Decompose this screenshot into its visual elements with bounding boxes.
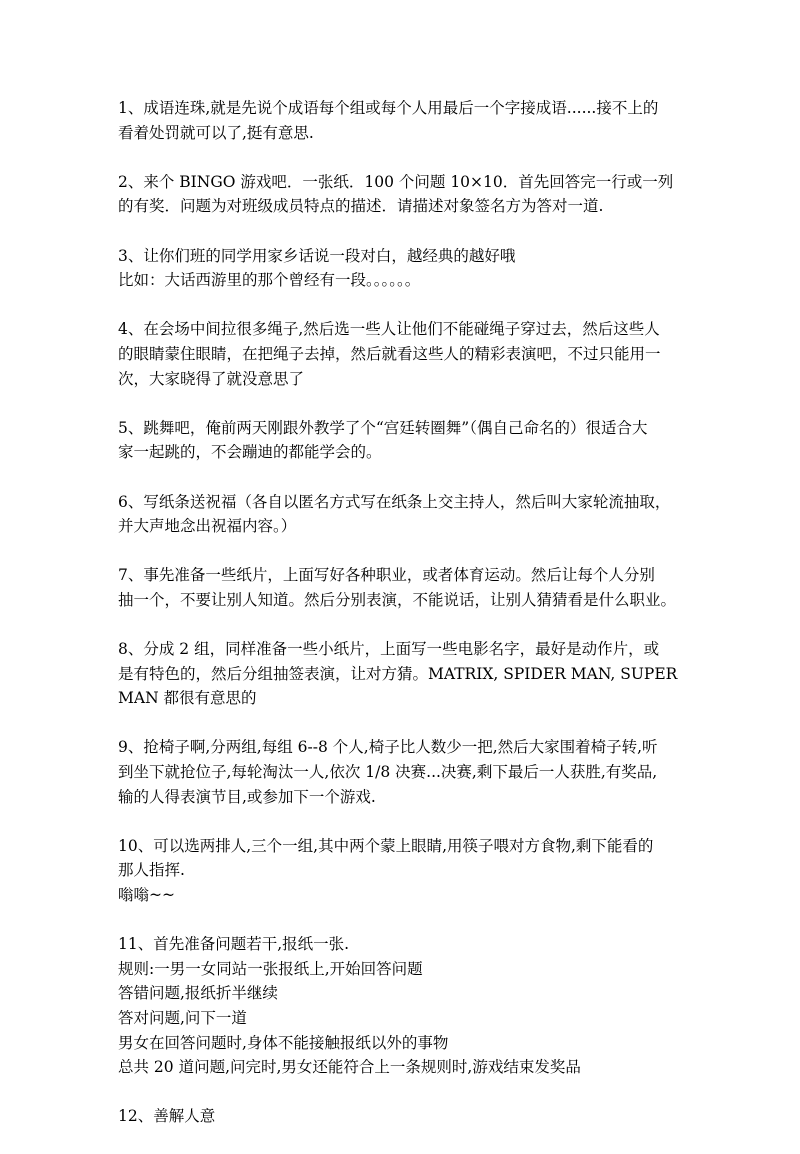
document-page bbox=[118, 96, 690, 1154]
text-line: 7、事先准备一些纸片，上面写好各种职业，或者体育运动。然后让每个人分别 bbox=[118, 566, 655, 585]
text-line: 2、来个 BINGO 游戏吧．一张纸．100 个问题 10×10．首先回答完一行或一列 bbox=[118, 172, 674, 191]
game-item-1 bbox=[118, 96, 690, 145]
game-item-5 bbox=[118, 416, 690, 465]
text-line: MAN 都很有意思的 bbox=[118, 689, 257, 708]
text-line: 输的人得表演节目,或参加下一个游戏. bbox=[118, 787, 376, 806]
text-line: 并大声地念出祝福内容。） bbox=[118, 517, 297, 536]
game-item-10 bbox=[118, 834, 690, 908]
text-line: 比如：大话西游里的那个曾经有一段。。。。。。 bbox=[118, 271, 421, 290]
text-line: 4、在会场中间拉很多绳子,然后选一些人让他们不能碰绳子穿过去，然后这些人 bbox=[118, 320, 660, 339]
text-line: 那人指挥. bbox=[118, 861, 185, 880]
text-line: 5、跳舞吧，俺前两天刚跟外教学了个“宫廷转圈舞”（偶自己命名的）很适合大 bbox=[118, 418, 648, 437]
text-line: 12、善解人意 bbox=[118, 1107, 216, 1126]
text-line: 总共 20 道问题,问完时,男女还能符合上一条规则时,游戏结束发奖品 bbox=[118, 1058, 581, 1077]
text-line: 抽一个，不要让别人知道。然后分别表演，不能说话，让别人猜猜看是什么职业。 bbox=[118, 590, 677, 609]
text-line: 到坐下就抢位子,每轮淘汰一人,依次 1/8 决赛...决赛,剩下最后一人获胜,有奖品, bbox=[118, 763, 658, 782]
game-item-4 bbox=[118, 317, 690, 391]
text-line: 9、抢椅子啊,分两组,每组 6--8 个人,椅子比人数少一把,然后大家围着椅子转,听 bbox=[118, 738, 658, 757]
text-line: 是有特色的，然后分组抽签表演，让对方猜。MATRIX, SPIDER MAN, SUPER bbox=[118, 664, 678, 683]
game-item-9 bbox=[118, 735, 690, 809]
text-line: 男女在回答问题时,身体不能接触报纸以外的事物 bbox=[118, 1033, 449, 1052]
text-line: 看着处罚就可以了,挺有意思. bbox=[118, 123, 314, 142]
text-line: 的有奖．问题为对班级成员特点的描述．请描述对象签名方为答对一道. bbox=[118, 197, 604, 216]
game-item-11 bbox=[118, 932, 690, 1080]
game-item-7 bbox=[118, 563, 690, 612]
text-line: 8、分成 2 组，同样准备一些小纸片，上面写一些电影名字，最好是动作片，或 bbox=[118, 640, 660, 659]
text-line: 家一起跳的，不会蹦迪的都能学会的。 bbox=[118, 443, 382, 462]
text-line: 答对问题,问下一道 bbox=[118, 1008, 247, 1027]
game-item-12 bbox=[118, 1104, 690, 1129]
text-line: 3、让你们班的同学用家乡话说一段对白，越经典的越好哦 bbox=[118, 246, 516, 265]
text-line: 嗡嗡~~ bbox=[118, 886, 175, 904]
text-line: 次，大家晓得了就没意思了 bbox=[118, 369, 305, 388]
game-item-8 bbox=[118, 637, 690, 711]
text-line: 规则:一男一女同站一张报纸上,开始回答问题 bbox=[118, 959, 423, 978]
text-line: 10、可以选两排人,三个一组,其中两个蒙上眼睛,用筷子喂对方食物,剩下能看的 bbox=[118, 836, 654, 855]
game-item-6 bbox=[118, 490, 690, 539]
text-line: 的眼睛蒙住眼睛，在把绳子去掉，然后就看这些人的精彩表演吧，不过只能用一 bbox=[118, 344, 661, 363]
game-item-3 bbox=[118, 244, 690, 293]
text-line: 答错问题,报纸折半继续 bbox=[118, 984, 278, 1003]
text-line: 1、成语连珠,就是先说个成语每个组或每个人用最后一个字接成语......接不上的 bbox=[118, 99, 659, 117]
game-item-2 bbox=[118, 170, 690, 219]
text-line: 11、首先准备问题若干,报纸一张. bbox=[118, 935, 350, 954]
text-line: 6、写纸条送祝福（各自以匿名方式写在纸条上交主持人，然后叫大家轮流抽取， bbox=[118, 492, 671, 511]
